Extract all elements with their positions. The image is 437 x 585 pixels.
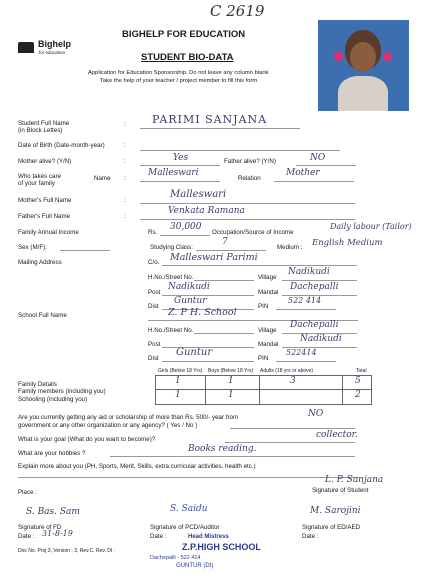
value-hobbies: Books reading.: [188, 444, 257, 454]
label-post: Post: [148, 289, 161, 296]
value-father-name: Venkata Ramana: [168, 206, 245, 216]
value-pin: 522 414: [288, 296, 322, 305]
question-goal: What is your goal (What do you want to become)?: [18, 436, 156, 443]
colon: :: [124, 142, 126, 149]
label-care-name: Name: [94, 175, 111, 182]
label-school-dist: Dist: [148, 355, 159, 362]
value-co: Malleswari Parimi: [170, 252, 258, 263]
label-school-hno: H.No./Street No.: [148, 327, 194, 334]
cell-boys-2: 1: [228, 390, 234, 400]
stamp-line-2: Z.P.HIGH SCHOOL: [182, 542, 261, 552]
cell-girls-1: 1: [175, 376, 181, 386]
value-mother-alive: Yes: [173, 153, 189, 163]
stamp-line-4: GUNTUR (Dt): [176, 563, 214, 569]
colon: :: [124, 121, 126, 128]
logo-text: Bighelp: [38, 39, 71, 49]
label-family-members: Family members (including you): [18, 388, 106, 395]
line-father-name: [140, 219, 355, 220]
line-dob: [140, 150, 340, 151]
label-mailing: Mailing Address: [18, 259, 62, 266]
stamp-line-3: Dachepalli - 522 414: [150, 555, 201, 561]
label-rs: Rs.: [148, 229, 158, 236]
school-stamp: [150, 528, 275, 578]
line-care-name: [140, 181, 220, 182]
value-fd-date: 31-8-19: [42, 529, 73, 538]
label-mother-alive: Mother alive? (Y/N): [18, 158, 72, 165]
line-school-pin: [276, 361, 336, 362]
line-mother-name: [140, 203, 355, 204]
value-medium: English Medium: [312, 238, 383, 248]
label-ed-date: Date :: [302, 533, 319, 540]
value-school-village: Dachepalli: [290, 320, 339, 330]
ed-signature: M. Sarojini: [310, 506, 361, 516]
label-income: Family Annual Income: [18, 229, 79, 236]
value-post: Nadikudi: [168, 282, 210, 292]
label-school-village: Village: [258, 327, 277, 334]
logo-subtext: for education: [39, 50, 66, 55]
th-total: Total: [356, 368, 367, 374]
doc-number: Doc No. Proj 3, Version : 3, Rev.C. Rev. Dt :: [18, 548, 116, 554]
line-class: [196, 250, 266, 251]
fd-signature: S. Bas. Sam: [26, 507, 80, 517]
form-title: STUDENT BIO-DATA: [141, 52, 234, 63]
corner-form-id: C 2619: [210, 2, 265, 20]
value-school: Z. P H. School: [168, 307, 237, 318]
colon: :: [124, 213, 126, 220]
label-dist: Dist: [148, 303, 159, 310]
colon: :: [124, 175, 126, 182]
label-father-alive: Father alive? (Y/N): [224, 158, 276, 165]
label-class: Studying Class:: [150, 244, 193, 251]
value-dist: Guntur: [174, 296, 207, 306]
label-medium: Medium :: [277, 244, 303, 251]
label-full-name: Student Full Name: [18, 120, 70, 127]
question-aid-1: Are you currently getting any aid or scholarship of more than Rs. 500/- year from: [18, 414, 239, 421]
value-village: Nadikudi: [288, 267, 330, 277]
student-signature: L. P. Sanjana: [325, 475, 384, 485]
label-sig-pcd: Signature of PCD/Auditor: [150, 524, 220, 531]
th-adults: Adults (18 yrs or above): [260, 368, 314, 374]
value-father-alive: NO: [310, 153, 326, 163]
line-income: [160, 235, 210, 236]
org-title: BIGHELP FOR EDUCATION: [122, 29, 246, 40]
label-hno: H.No./Street No.: [148, 274, 194, 281]
line-co: [162, 265, 357, 266]
label-co: C/o.: [148, 259, 160, 266]
family-table: [155, 375, 372, 405]
label-sex: Sex (M/F):: [18, 244, 47, 251]
intro-line-2: Take the help of your teacher / project member to fill this form: [100, 78, 258, 84]
stamp-line-1: Head Mistress: [188, 534, 229, 540]
line-village: [282, 280, 357, 281]
value-mandal: Dachepalli: [290, 282, 339, 292]
value-full-name: PARIMI SANJANA: [152, 113, 268, 126]
value-school-dist: Guntur: [176, 347, 213, 358]
value-mother-name: Malleswari: [170, 189, 227, 200]
line-aid: [230, 428, 355, 429]
label-father-name: Father's Full Name: [18, 213, 71, 220]
line-hno: [194, 280, 254, 281]
value-relation: Mother: [286, 168, 320, 178]
label-village: Village: [258, 274, 277, 281]
line-full-name: [140, 128, 300, 129]
value-goal: collector.: [316, 430, 358, 440]
value-school-mandal: Nadikudi: [300, 334, 342, 344]
cell-total-1: 5: [355, 376, 361, 386]
cell-boys-1: 1: [228, 376, 234, 386]
label-occupation: Occupation/Source of Income: [212, 229, 294, 236]
label-of-family: of your family: [18, 180, 55, 187]
label-relation: Relation: [238, 175, 261, 182]
label-family-details: Family Details: [18, 381, 57, 388]
line-mother-alive: [140, 165, 220, 166]
label-mandal: Mandal: [258, 289, 279, 296]
pcd-signature: S. Saidu: [170, 504, 208, 514]
label-sig-ed: Signature of ED/AED: [302, 524, 361, 531]
student-photo: [318, 20, 409, 111]
value-aid: NO: [308, 409, 324, 419]
line-pin: [276, 309, 336, 310]
value-school-pin: 522414: [286, 348, 317, 357]
colon: :: [124, 197, 126, 204]
colon: :: [124, 158, 126, 165]
cell-girls-2: 1: [175, 390, 181, 400]
book-icon: [18, 42, 34, 53]
value-class: 7: [222, 237, 228, 247]
value-occupation: Daily labour (Tailor): [330, 222, 412, 231]
label-pin: PIN: [258, 303, 269, 310]
label-mother-name: Mother's Full Name: [18, 197, 72, 204]
line-explain-1: [18, 477, 358, 478]
label-sig-student: Signature of Student: [312, 487, 369, 494]
line-father-alive: [296, 165, 356, 166]
line-school-dist: [162, 361, 254, 362]
logo: [18, 38, 98, 60]
label-who-takes-care: Who takes care: [18, 173, 61, 180]
th-girls: Girls (Below 18 Yrs): [158, 368, 203, 374]
value-income: 30,000: [170, 222, 202, 232]
label-sig-fd: Signature of FD: [18, 524, 62, 531]
label-block: (in Block Lettes): [18, 127, 63, 134]
line-hobbies: [110, 456, 355, 457]
label-pcd-date: Date :: [150, 533, 167, 540]
question-aid-2: government or any other organization or any agency? ( Yes / No ): [18, 422, 198, 429]
line-relation: [274, 181, 354, 182]
question-hobbies: What are your hobbies ?: [18, 450, 86, 457]
label-fd-date: Date :: [18, 533, 35, 540]
cell-total-2: 2: [355, 390, 361, 400]
value-care-name: Malleswari: [148, 168, 199, 178]
label-school-pin: PIN: [258, 355, 269, 362]
label-school: School Full Name: [18, 312, 67, 319]
label-dob: Date of Birth (Date-month-year): [18, 142, 105, 149]
question-explain: Explain more about you (PH, Sports, Merit, Skills, extra curricular activities, health etc.): [18, 463, 256, 470]
line-school-hno: [194, 333, 254, 334]
line-goal: [225, 442, 355, 443]
label-school-mandal: Mandal: [258, 341, 279, 348]
th-boys: Boys (Below 18 Yrs): [208, 368, 254, 374]
intro-line-1: Application for Education Sponsorship. Do not leave any column blank: [88, 70, 269, 76]
line-sex: [60, 250, 110, 251]
cell-adults-1: 3: [290, 376, 296, 386]
label-place: Place :: [18, 489, 37, 496]
label-schooling: Schooling (including you): [18, 396, 88, 403]
label-school-post: Post: [148, 341, 161, 348]
